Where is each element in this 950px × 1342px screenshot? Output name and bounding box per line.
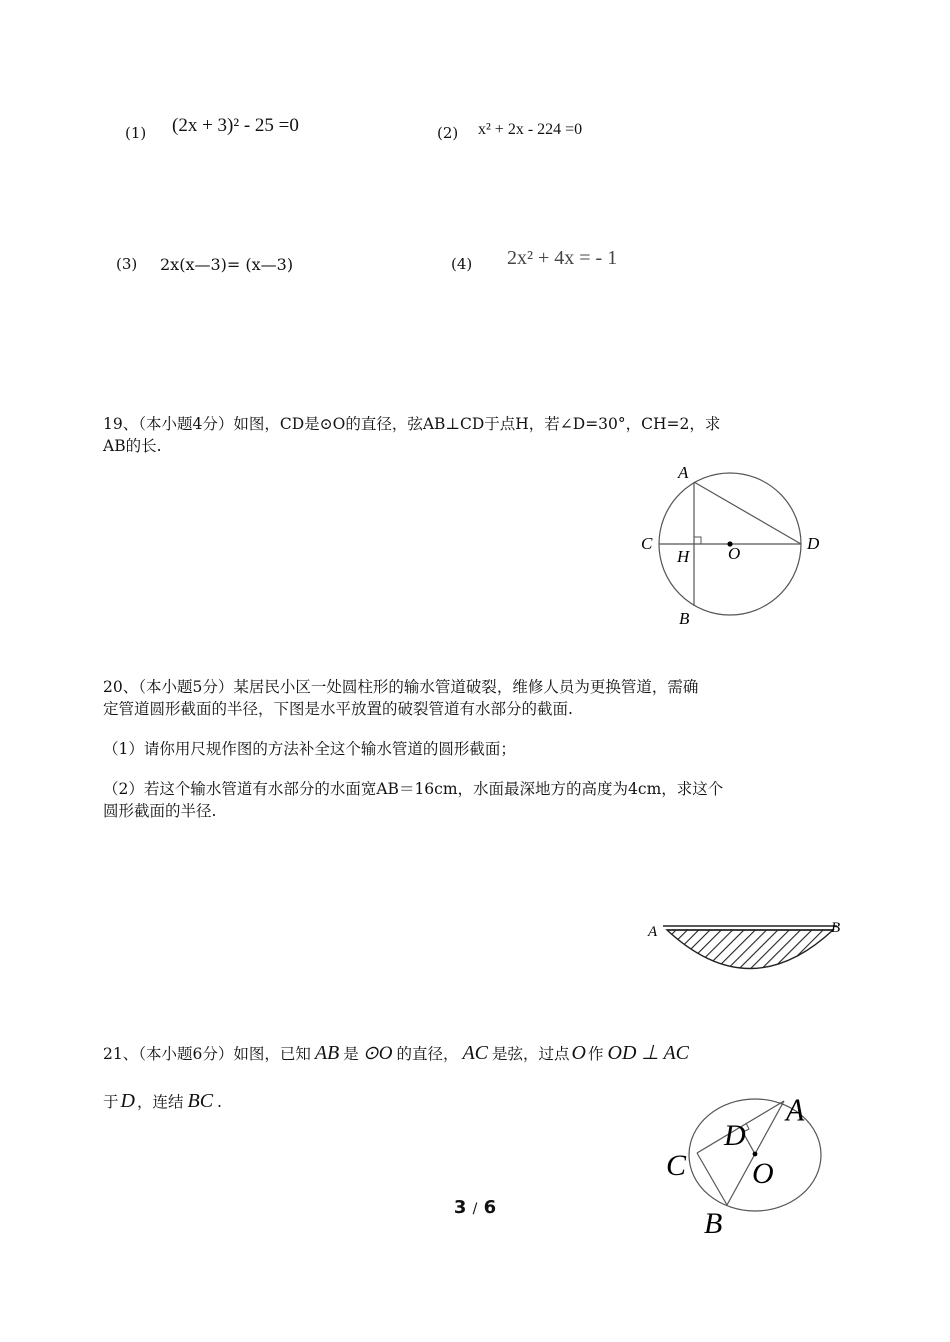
q21-seg2: 是 <box>343 1045 359 1063</box>
q20-label-b: B <box>831 920 841 936</box>
q21-o: O <box>571 1042 586 1064</box>
q19-label-h: H <box>677 547 690 566</box>
q21-line1 <box>103 1040 689 1065</box>
q21-od-perp-ac: OD ⊥ AC <box>607 1042 690 1064</box>
q21-circle-o: ⊙O <box>362 1043 393 1064</box>
q21-label-c: C <box>666 1149 687 1182</box>
page-separator: / <box>472 1201 478 1217</box>
q20-part2 <box>103 778 853 822</box>
eq2-label: (2) <box>437 124 459 142</box>
q20-part2-line1: （2）若这个输水管道有水部分的水面宽AB＝16cm，水面最深地方的高度为4cm，求这个 <box>103 780 724 798</box>
q19-line2: AB的长. <box>103 437 162 455</box>
eq1-label: (1) <box>125 124 147 142</box>
page-number <box>0 1197 950 1218</box>
q19-text <box>103 413 853 457</box>
q21-seg3: 的直径， <box>396 1045 459 1063</box>
q21-label-a: A <box>786 1093 805 1128</box>
q20-intro-line1: 20、（本小题5分）某居民小区一处圆柱形的输水管道破裂，维修人员为更换管道，需确 <box>103 678 699 696</box>
q19-segment-ad <box>694 482 801 544</box>
q20-part1: （1）请你用尺规作图的方法补全这个输水管道的圆形截面； <box>103 740 516 758</box>
q21-seg6: 于 <box>103 1093 119 1111</box>
eq3-expression: 2x(x—3)= (x—3) <box>160 255 294 274</box>
q21-label-b: B <box>704 1207 723 1240</box>
eq2-expression: x² + 2x - 224 =0 <box>478 121 583 138</box>
q19-label-c: C <box>641 534 653 553</box>
q20-label-a: A <box>648 924 658 940</box>
q21-label-o: O <box>752 1157 774 1190</box>
page-current: 3 <box>453 1197 467 1218</box>
q21-line2 <box>103 1090 222 1113</box>
eq4-label: (4) <box>451 255 473 273</box>
q21-d: D <box>120 1090 135 1112</box>
q20-intro-line2: 定管道圆形截面的半径，下图是水平放置的破裂管道有水部分的截面. <box>103 700 573 718</box>
q19-line1: 19、（本小题4分）如图，CD是⊙O的直径，弦AB⊥CD于点H，若∠D=30°，CH=2，求 <box>103 415 721 433</box>
q19-label-a: A <box>678 463 689 482</box>
q20-part2-line2: 圆形截面的半径. <box>103 802 217 820</box>
q21-circle-figure <box>660 1085 835 1250</box>
q19-label-o: O <box>728 544 741 563</box>
q20-intro <box>103 676 853 720</box>
q19-circle-figure <box>630 455 830 635</box>
q21-center-point <box>753 1152 758 1157</box>
eq4-expression: 2x² + 4x = - 1 <box>507 247 618 269</box>
eq1-expression: (2x + 3)² - 25 =0 <box>172 115 299 136</box>
q21-seg8: . <box>217 1093 222 1111</box>
q21-ab: AB <box>314 1042 340 1064</box>
q21-seg7: ，连结 <box>136 1093 184 1111</box>
q20-pipe-section-figure <box>645 915 860 980</box>
page-total: 6 <box>483 1197 497 1218</box>
q20-water-region <box>667 930 833 969</box>
q19-label-b: B <box>679 609 690 628</box>
q21-seg1: 21、（本小题6分）如图，已知 <box>103 1045 311 1063</box>
q19-right-angle-mark <box>694 537 701 544</box>
q21-seg4: 是弦，过点 <box>492 1045 570 1063</box>
q21-ac: AC <box>462 1042 489 1064</box>
q19-label-d: D <box>807 534 820 553</box>
q21-label-d: D <box>724 1119 746 1152</box>
q21-seg5: 作 <box>588 1045 604 1063</box>
q21-bc: BC <box>187 1090 214 1112</box>
eq3-label: (3) <box>116 255 138 273</box>
